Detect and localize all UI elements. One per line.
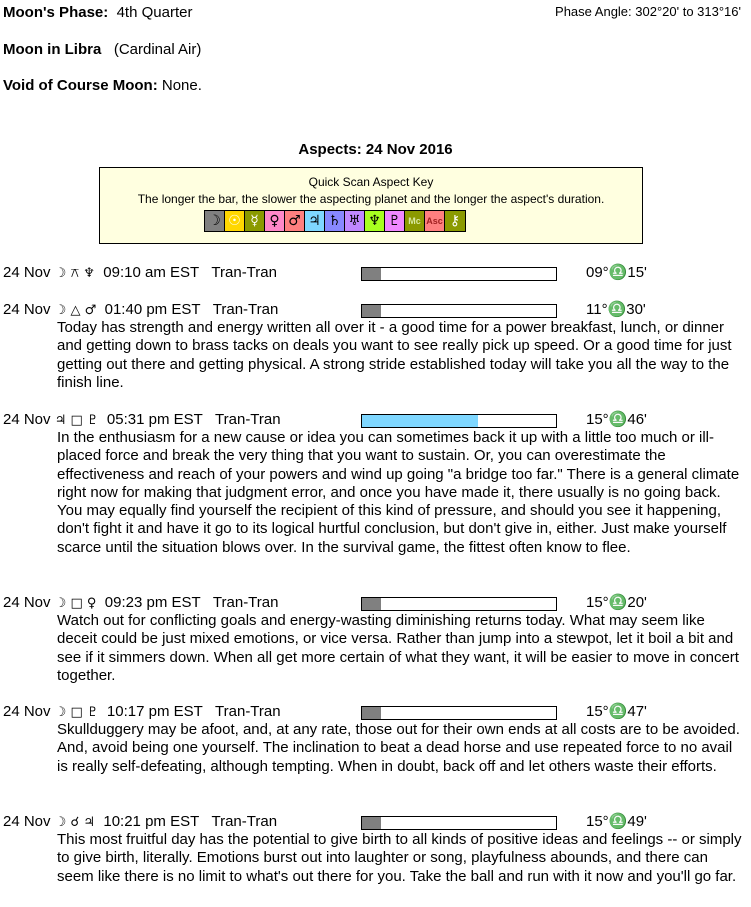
aspect-position: 15°♎47' (586, 703, 647, 720)
aspect-type: Tran-Tran (215, 703, 281, 720)
aspect-type: Tran-Tran (211, 813, 278, 830)
aspect-date: 24 Nov (3, 264, 51, 281)
mercury-icon: ☿ (245, 211, 265, 231)
aspect-duration-bar (361, 816, 557, 830)
aspect-duration-bar (361, 706, 557, 720)
venus-icon: ♀ (265, 211, 285, 231)
aspect-description: Today has strength and energy written all over it - a good time for a power breakfast, lunch, or dinner and getting down to brass tacks on deals you want to see really pick up speed. Or a good time for just getting out there and getting physical. A strong stride established today will take you all the way to the finish line. (57, 319, 732, 391)
aspect-date: 24 Nov (3, 301, 51, 318)
aspect-header (3, 813, 277, 832)
aspect-row (3, 301, 748, 319)
aspect-row (3, 594, 748, 612)
aspect-duration-fill (362, 598, 381, 610)
aspect-position: 11°♎30' (586, 301, 646, 318)
aspect-symbols: ☽ ☌ ♃ (54, 815, 96, 830)
aspect-position: 15°♎46' (586, 411, 647, 428)
moon-sign-label: Moon in Libra (3, 41, 102, 58)
aspect-time: 09:10 am EST (103, 264, 200, 281)
aspect-time: 05:31 pm EST (106, 411, 203, 428)
aspect-symbols: ♃ □ ♇ (54, 413, 99, 428)
mc-icon: Mc (405, 211, 425, 231)
aspect-duration-bar (361, 267, 557, 281)
voc-value: None. (161, 77, 202, 94)
moon-phase-value: 4th Quarter (116, 4, 193, 21)
mars-icon: ♂ (285, 211, 305, 231)
chiron-icon: ⚷ (445, 211, 465, 231)
aspect-type: Tran-Tran (215, 411, 281, 428)
aspect-header (3, 594, 278, 613)
aspect-duration-bar (361, 304, 557, 318)
aspect-duration-fill (362, 305, 381, 317)
aspect-time: 10:17 pm EST (106, 703, 203, 720)
aspect-type: Tran-Tran (212, 594, 279, 611)
aspect-position: 15°♎20' (586, 594, 647, 611)
void-of-course (3, 77, 202, 94)
pluto-icon: ♇ (385, 211, 405, 231)
aspect-header (3, 264, 277, 283)
aspect-header (3, 301, 278, 320)
aspect-time: 01:40 pm EST (104, 301, 201, 318)
aspect-key-title: Quick Scan Aspect Key (308, 175, 434, 189)
voc-label: Void of Course Moon: (3, 77, 158, 94)
aspect-duration-bar (361, 414, 557, 428)
aspect-duration-fill (362, 707, 381, 719)
aspect-date: 24 Nov (3, 703, 51, 720)
aspect-date: 24 Nov (3, 594, 51, 611)
aspect-date: 24 Nov (3, 813, 51, 830)
aspect-duration-fill (362, 415, 478, 427)
aspect-description: Watch out for conflicting goals and energy-wasting diminishing returns today. What may seem like deceit could be just mixed emotions, or vice versa. Rather than jump into a stewpot, let it boil a bit and see if it simmers down. When all get more certain of what they want, it will be easier to move in concert together. (57, 612, 739, 684)
moon-icon: ☽ (205, 211, 225, 231)
aspect-duration-fill (362, 817, 381, 829)
moon-sign-value: (Cardinal Air) (113, 41, 202, 58)
aspect-key-glyphs (204, 210, 466, 232)
neptune-icon: ♆ (365, 211, 385, 231)
aspect-symbols: ☽ □ ♇ (54, 705, 99, 720)
aspect-type: Tran-Tran (211, 264, 277, 281)
phase-angle: Phase Angle: 302°20' to 313°16' (555, 4, 741, 19)
aspect-position: 09°♎15' (586, 264, 647, 281)
jupiter-icon: ♃ (305, 211, 325, 231)
asc-icon: Asc (425, 211, 445, 231)
aspect-header (3, 411, 281, 430)
aspect-duration-bar (361, 597, 557, 611)
moon-phase-label: Moon's Phase: (3, 4, 109, 21)
aspect-duration-fill (362, 268, 381, 280)
aspect-description: Skullduggery may be afoot, and, at any rate, those out for their own ends at all costs are to be avoided. And, avoid being one yourself. The inclination to beat a dead horse and use repeated force to no avail is really self-defeating, although tempting. When in doubt, back off and let others waste their efforts. (57, 721, 740, 775)
aspect-position: 15°♎49' (586, 813, 647, 830)
aspect-description: In the enthusiasm for a new cause or idea you can sometimes back it up with a little too much or ill-placed force and break the very thing that you want to sustain. Or, you can overestimate the effectiveness and reach of your powers and wind up going "a bridge too far." There is a general climate right now for making that judgment error, and once you have made it, there usually is no going back. You may equally find yourself the recipient of this kind of pressure, and should you see it happening, don't fight it and have it go to its logical hurtful conclusion, but don't give in, either. Just make yourself scarce until the situation blows over. In the survival game, the fittest often know to flee. (57, 429, 740, 556)
aspect-key-description: The longer the bar, the slower the aspecting planet and the longer the aspect's duration. (137, 192, 605, 206)
aspect-row (3, 411, 748, 429)
aspect-time: 09:23 pm EST (104, 594, 201, 611)
sun-icon: ☉ (225, 211, 245, 231)
aspect-row (3, 703, 748, 721)
aspect-symbols: ☽ □ ♀ (54, 596, 97, 611)
aspect-symbols: ☽ △ ♂ (54, 303, 97, 318)
saturn-icon: ♄ (325, 211, 345, 231)
aspect-date: 24 Nov (3, 411, 51, 428)
aspect-row (3, 813, 748, 831)
aspect-key-box (99, 167, 643, 244)
moon-phase (3, 4, 192, 21)
aspects-title: Aspects: 24 Nov 2016 (298, 141, 453, 158)
aspect-symbols: ☽ ⚻ ♆ (54, 266, 95, 281)
aspect-description: This most fruitful day has the potential to give birth to all kinds of positive ideas and feelings -- or simply to give birth, literally. Emotions burst out into laughter or song, playfulness abounds, and there can seem like there is no limit to what's out there for you. Take the ball and run with it now and you'll go far. (57, 831, 742, 885)
aspect-time: 10:21 pm EST (103, 813, 200, 830)
aspect-row (3, 264, 748, 282)
uranus-icon: ♅ (345, 211, 365, 231)
aspect-header (3, 703, 281, 722)
aspect-type: Tran-Tran (212, 301, 279, 318)
moon-sign (3, 41, 201, 58)
